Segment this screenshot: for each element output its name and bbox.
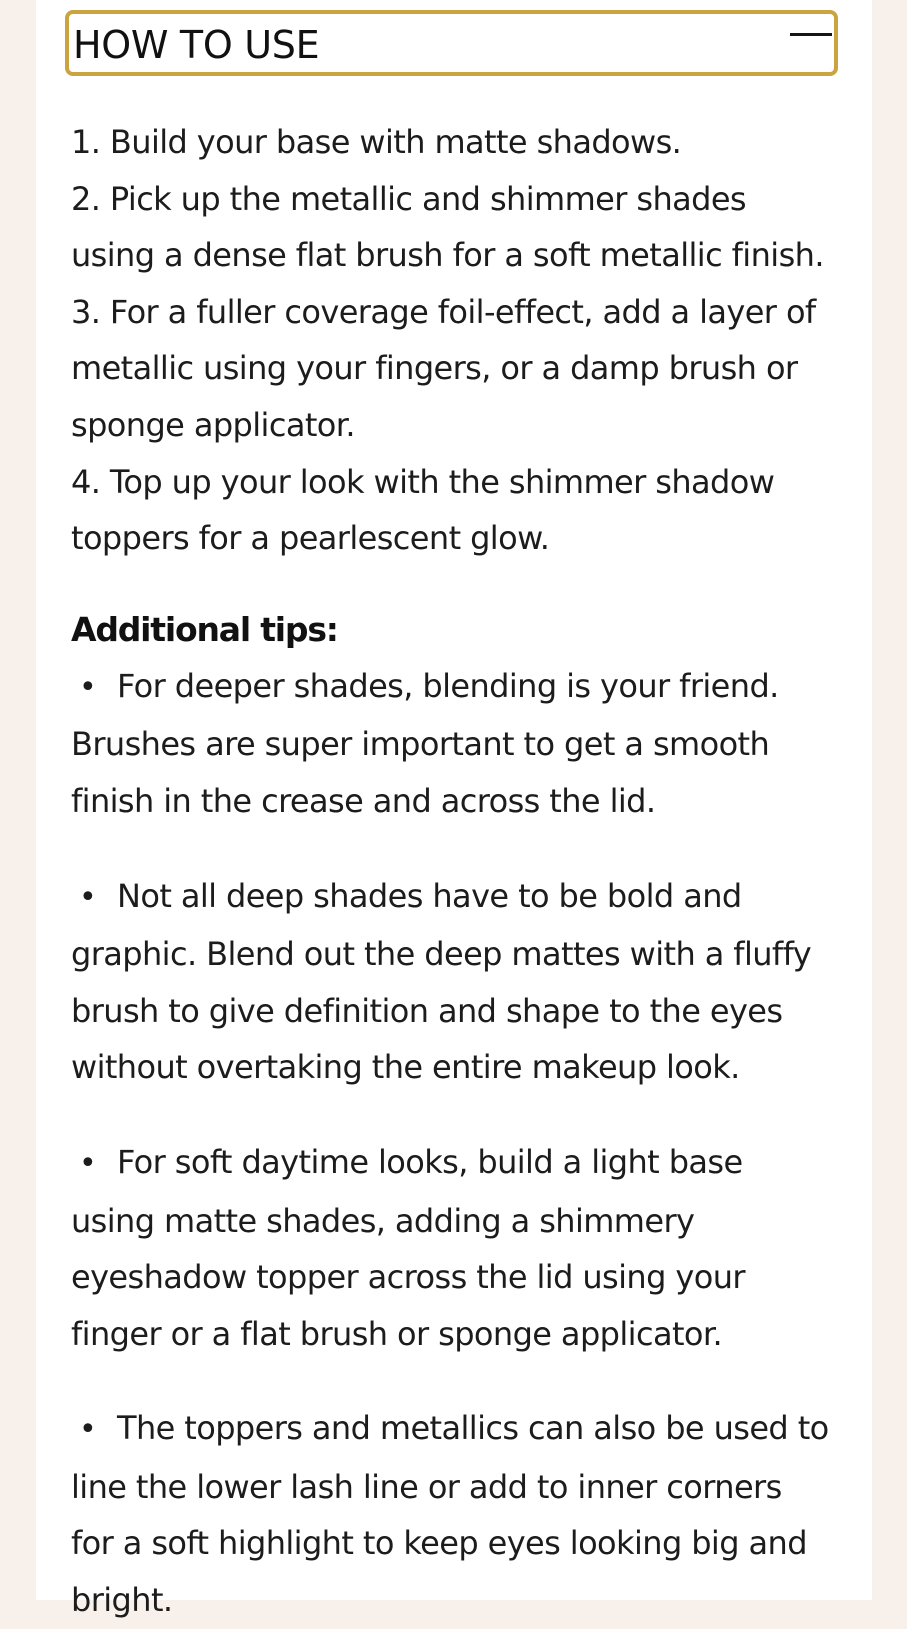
steps-list (71, 114, 831, 567)
tip-item (71, 1134, 831, 1362)
step-item: 3. For a fuller coverage foil-effect, add a layer of metallic using your fingers, or a damp brush or sponge applicator. (71, 292, 816, 444)
bullet-icon: • (79, 1412, 97, 1448)
bullet-icon: • (79, 1145, 97, 1181)
tip-item (71, 1400, 831, 1628)
step-item: 4. Top up your look with the shimmer shadow toppers for a pearlescent glow. (71, 462, 775, 558)
step-item: 2. Pick up the metallic and shimmer shades using a dense flat brush for a soft metallic finish. (71, 179, 824, 275)
step-item: 1. Build your base with matte shadows. (71, 123, 682, 161)
tip-item (71, 868, 831, 1096)
how-to-use-content (71, 114, 831, 1629)
bullet-icon: • (79, 879, 97, 915)
tips-list (71, 658, 831, 1629)
tip-text: The toppers and metallics can also be used to line the lower lash line or add to inner corners for a soft highlight to keep eyes looking big and bright. (71, 1409, 829, 1620)
how-to-use-title: HOW TO USE (73, 23, 320, 67)
additional-tips-heading: Additional tips: (71, 609, 338, 649)
tip-text: Not all deep shades have to be bold and graphic. Blend out the deep mattes with a fluffy brush to give definition and shape to the eyes without overtaking the entire makeup look. (71, 876, 812, 1087)
how-to-use-accordion-header[interactable] (65, 10, 838, 76)
bullet-icon: • (79, 669, 97, 705)
tip-item (71, 658, 831, 830)
minus-icon[interactable] (790, 33, 832, 36)
tip-text: For deeper shades, blending is your friend. Brushes are super important to get a smooth finish in the crease and across the lid. (71, 666, 779, 820)
product-details-panel (36, 0, 872, 1620)
tip-text: For soft daytime looks, build a light base using matte shades, adding a shimmery eyeshadow topper across the lid using your finger or a flat brush or sponge applicator. (71, 1142, 745, 1353)
